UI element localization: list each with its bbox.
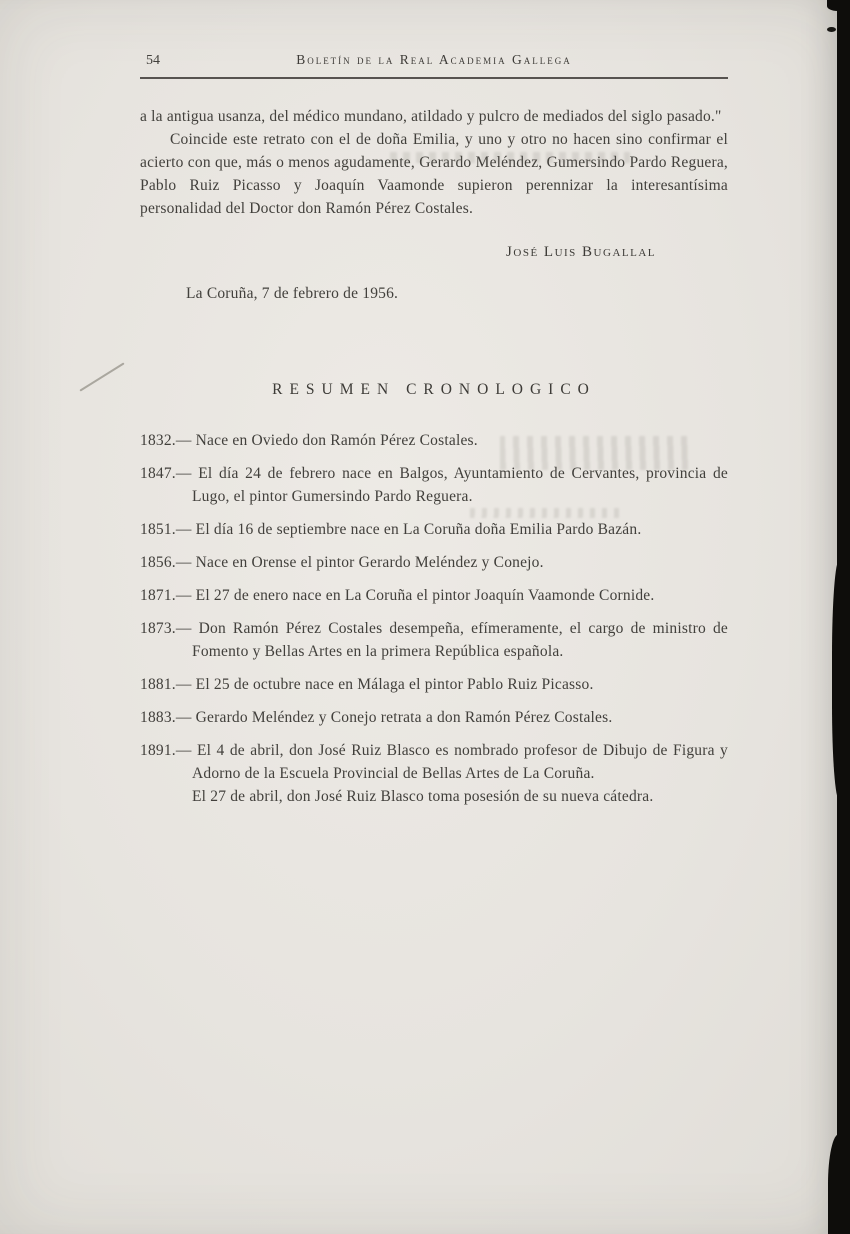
chronology-entry [140,429,728,452]
chronology-entry [140,584,728,607]
entry-year: 1891.— [140,742,192,759]
chronology-entry [140,739,728,808]
chronology-entry [140,518,728,541]
entry-text: Nace en Orense el pintor Gerardo Meléndez y Conejo. [195,554,544,571]
entry-year: 1871.— [140,587,192,604]
page-content [140,52,728,818]
scan-edge-blob-top [827,0,850,11]
chronology-entry [140,462,728,508]
entry-text: El día 16 de septiembre nace en La Coruña doña Emilia Pardo Bazán. [195,521,642,538]
entry-year: 1873.— [140,620,192,637]
entry-text: El día 24 de febrero nace en Balgos, Ayuntamiento de Cervantes, provincia de Lugo, el pintor Gumersindo Pardo Reguera. [192,465,729,505]
entry-text: El 4 de abril, don José Ruiz Blasco es nombrado profesor de Dibujo de Figura y Adorno de la Escuela Provincial de Bellas Artes de La Coruña. [192,742,728,782]
entry-year: 1856.— [140,554,192,571]
body-paragraph: Coincide este retrato con el de doña Emilia, y uno y otro no hacen sino confirmar el acierto con que, más o menos agudamente, Gerardo Meléndez, Gumersindo Pardo Reguera, Pablo Ruiz Picasso y Joaquín Vaamonde supieron perennizar la interesantísima personalidad del Doctor don Ramón Pérez Costales. [140,131,728,217]
body-paragraph: a la antigua usanza, del médico mundano, atildado y pulcro de mediados del siglo pasado." [140,108,722,125]
entry-text: El 27 de enero nace en La Coruña el pintor Joaquín Vaamonde Cornide. [195,587,655,604]
entry-year: 1847.— [140,465,192,482]
entry-year: 1851.— [140,521,192,538]
pencil-mark [79,362,124,391]
chronology-entry [140,673,728,696]
entry-text: Don Ramón Pérez Costales desempeña, efímeramente, el cargo de ministro de Fomento y Bellas Artes en la primera República española. [192,620,728,660]
header-rule [140,77,728,79]
chronology-entry [140,706,728,729]
author-signature: José Luis Bugallal [506,244,656,260]
entry-year: 1832.— [140,432,192,449]
running-header-title: Boletín de la Real Academia Gallega [296,52,572,67]
entry-text-continued: El 27 de abril, don José Ruiz Blasco toma posesión de su nueva cátedra. [192,788,654,805]
section-title: RESUMEN CRONOLOGICO [272,381,596,398]
entry-text: Nace en Oviedo don Ramón Pérez Costales. [195,432,478,449]
dateline: La Coruña, 7 de febrero de 1956. [186,285,399,302]
running-header [140,52,728,79]
chronology-entry [140,617,728,663]
page-number: 54 [146,53,160,68]
chronology-list [140,429,728,808]
scan-edge-mark [827,27,836,32]
entry-text: Gerardo Meléndez y Conejo retrata a don Ramón Pérez Costales. [195,709,613,726]
chronology-entry [140,551,728,574]
scan-edge-blob-bottom [828,1134,850,1234]
entry-year: 1881.— [140,676,192,693]
entry-year: 1883.— [140,709,192,726]
scan-edge-blob-mid [832,560,850,800]
entry-text: El 25 de octubre nace en Málaga el pintor Pablo Ruiz Picasso. [195,676,594,693]
